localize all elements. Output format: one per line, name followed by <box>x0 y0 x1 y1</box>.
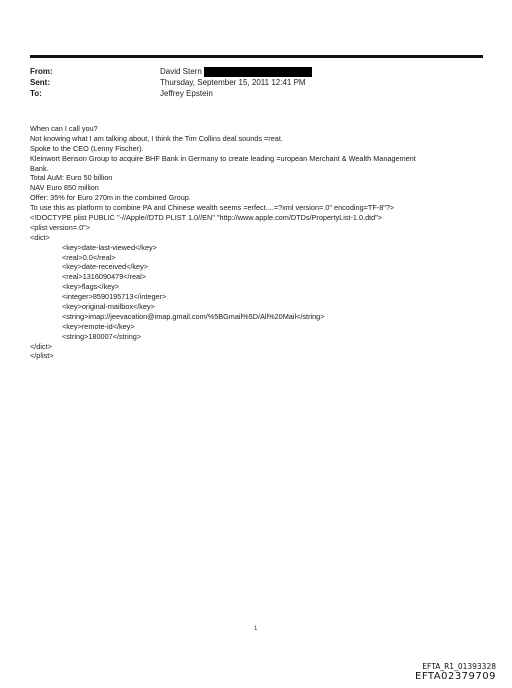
header-divider <box>30 55 483 58</box>
body-line: To use this as platform to combine PA and Chinese wealth seems =erfect....=?xml version=.0" encoding=TF-8"?> <box>30 203 395 213</box>
body-line: <integer>8590195713</integer> <box>62 292 167 302</box>
body-line: Kleinwort Benson Group to acquire BHF Bank in Germany to create leading =uropean Merchant & Wealth Management <box>30 153 416 163</box>
to-value: Jeffrey Epstein <box>160 89 213 98</box>
sent-label: Sent: <box>30 78 50 87</box>
to-row <box>30 88 490 99</box>
body-line: When can I call you? <box>30 124 98 133</box>
body-line: <key>date-received</key> <box>62 262 148 272</box>
body-line: </dict> <box>30 341 52 351</box>
from-label: From: <box>30 67 53 76</box>
body-line: <real>1316090479</real> <box>62 272 146 282</box>
body-line: <!DOCTYPE plist PUBLIC "-//Apple//DTD PLIST 1.0//EN" "http://www.apple.com/DTDs/PropertyList-1.0.dtd"> <box>30 213 383 223</box>
from-row <box>30 66 490 77</box>
body-line: NAV Euro 850 million <box>30 183 99 193</box>
body-line: <dict> <box>30 232 50 242</box>
body-line: <real>0.0</real> <box>62 252 116 262</box>
body-line: <key>original-mailbox</key> <box>62 302 155 312</box>
email-header <box>30 66 490 99</box>
body-line: Spoke to the CEO (Lenny Fischer). <box>30 143 144 153</box>
body-line: <plist version=.0"> <box>30 222 90 232</box>
email-body <box>30 124 492 361</box>
body-line: <key>date-last-viewed</key> <box>62 242 157 252</box>
page-number: 1 <box>254 626 258 632</box>
body-line: Bank. <box>30 163 49 173</box>
to-label: To: <box>30 89 42 98</box>
body-line: <string>imap://jeevacation@imap.gmail.com/%5BGmail%5D/All%20Mail</string> <box>62 311 325 321</box>
body-line: <key>remote-id</key> <box>62 321 135 331</box>
sender-name: David Stern <box>160 67 202 76</box>
bates-footer <box>415 662 496 683</box>
bates-number-primary: EFTA_R1_01393328 <box>422 662 496 671</box>
sent-value: Thursday, September 15, 2011 12:41 PM <box>160 78 306 87</box>
body-line: Not knowing what I am talking about, I think the Tim Collins deal sounds =reat. <box>30 133 283 143</box>
body-line: </plist> <box>30 351 54 361</box>
body-line: <key>flags</key> <box>62 282 120 292</box>
redaction-box <box>204 67 312 77</box>
body-line: Total AuM: Euro 50 billion <box>30 173 113 183</box>
from-value <box>160 66 312 77</box>
bates-number-secondary: EFTA02379709 <box>415 671 496 682</box>
body-line: <string>180007</string> <box>62 331 142 341</box>
sent-row <box>30 77 490 88</box>
body-line: Offer: 35% for Euro 270m in the combined Group. <box>30 193 191 203</box>
